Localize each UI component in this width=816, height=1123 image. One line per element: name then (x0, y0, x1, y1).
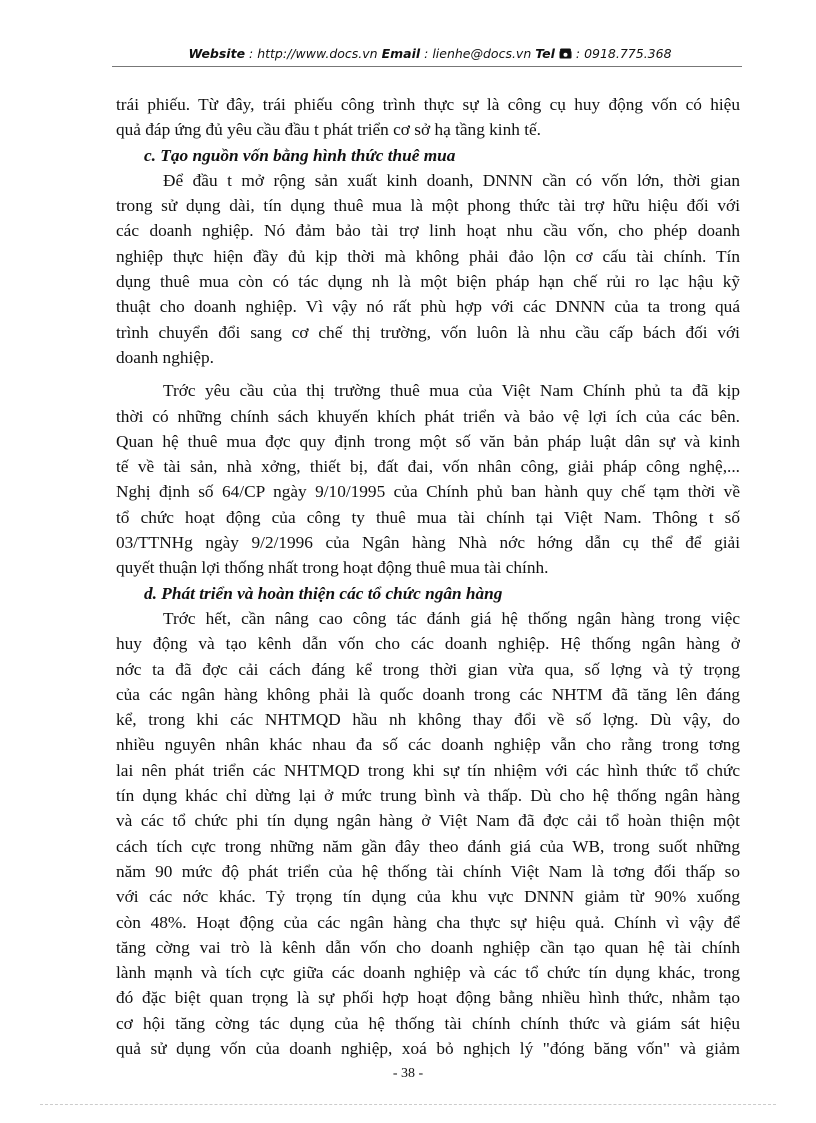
paragraph-3 (116, 378, 740, 580)
email-label: Email (381, 46, 421, 61)
text-line: tín dụng khác chỉ dừng lại ở mức trung bình và thấp. Dù cho hệ thống ngân hàng (116, 786, 740, 806)
text-line: nghiệp thực hiện đầy đủ kịp thời mà không phải đảo lộn cơ cấu tài chính. Tín (116, 246, 740, 266)
main-text (116, 92, 740, 1061)
text-line: đó đặc biệt quan trọng là sự phối hợp hoạt động bằng nhiều hình thức, nhằm tạo (116, 988, 740, 1008)
text-line: với các nớc khác. Tỷ trọng tín dụng của khu vực DNNN giảm từ 90% xuống (116, 887, 740, 907)
text-line: nhiều nguyên nhân khác nhau đa số các doanh nghiệp vẫn cho rằng trong tơng (116, 735, 740, 755)
text-line: lai nên phát triển các NHTMQD trong khi sự tín nhiệm với các hình thức tổ chức (116, 760, 740, 780)
text-line: doanh nghiệp. (116, 347, 214, 367)
text-line: Quan hệ thuê mua đợc quy định trong một số văn bản pháp luật dân sự và kinh (116, 431, 740, 451)
phone-icon (559, 47, 572, 62)
text-line: Để đầu t mở rộng sản xuất kinh doanh, DNNN cần có vốn lớn, thời gian (163, 170, 740, 190)
text-line: năm 90 mức độ phát triển của hệ thống tài chính Việt Nam là tơng đối thấp so (116, 861, 740, 881)
text-line: trong sử dụng dài, tín dụng thuê mua là một phong thức tài trợ hữu hiệu đối với (116, 196, 740, 216)
text-line: nớc ta đã đợc cải cách đáng kể trong thời gian vừa qua, số lợng và tỷ trọng (116, 659, 740, 679)
text-line: thời có những chính sách khuyến khích phát triển và bảo vệ lợi ích của các bên. (116, 406, 740, 426)
text-line: tế về tài sản, nhà xởng, thiết bị, đất đai, vốn nhân công, giải pháp công nghệ,... (116, 457, 740, 477)
text-line: Trớc yêu cầu của thị trường thuê mua của Việt Nam Chính phủ ta đã kịp (163, 381, 740, 401)
paragraph-4 (116, 606, 740, 1061)
paragraph-1 (116, 92, 740, 143)
text-line: 03/TTNHg ngày 9/2/1996 của Ngân hàng Nhà nớc hớng dẫn cụ thể để giải (116, 533, 740, 553)
text-line: quyết thuận lợi thống nhất trong hoạt động thuê mua tài chính. (116, 558, 549, 578)
section-heading-d: d. Phát triển và hoàn thiện các tổ chức ngân hàng (144, 583, 503, 603)
text-line: trái phiếu. Từ đây, trái phiếu công trình thực sự là công cụ huy động vốn có hiệu (116, 95, 740, 114)
text-line: các doanh nghiệp. Nó đảm bảo tài trợ linh hoạt nhu cầu vốn, cho phép doanh (116, 221, 740, 241)
text-line: lành mạnh và tích cực giữa các doanh nghiệp và các tổ chức tín dụng khác, trong (116, 963, 740, 983)
text-line: trình chuyển đổi sang cơ chế thị trường, vốn luôn là nhu cầu cấp bách đối với (116, 322, 740, 342)
text-line: kể, trong khi các NHTMQD hầu nh không thay đổi về số lợng. Dù vậy, do (116, 710, 740, 730)
text-line: cách tích cực trong những năm gần đây theo đánh giá của WB, trong suốt những (116, 836, 740, 856)
text-line: còn 48%. Hoạt động của các ngân hàng cha thực sự hiệu quả. Chính vì vậy để (116, 912, 740, 932)
text-line: Trớc hết, cần nâng cao công tác đánh giá hệ thống ngân hàng trong việc (163, 608, 740, 628)
tel-label: Tel (535, 46, 555, 61)
text-line: tăng cờng vai trò là kênh dẫn vốn cho doanh nghiệp cần tạo quan hệ tài chính (116, 937, 740, 957)
text-line: quả sử dụng vốn của doanh nghiệp, xoá bỏ nghịch lý "đóng băng vốn" và giảm (116, 1038, 740, 1058)
page-bottom-divider (40, 1104, 776, 1105)
text-line: và các tổ chức phi tín dụng ngân hàng ở Việt Nam đã đợc cải tổ hoàn thiện một (116, 811, 740, 831)
website-value: : http://www.docs.vn (245, 46, 382, 61)
text-line: tổ chức hoạt động của công ty thuê mua tài chính tại Việt Nam. Thông t số (116, 507, 740, 527)
email-value: : lienhe@docs.vn (420, 46, 536, 61)
page-number: - 38 - (392, 1066, 424, 1081)
text-line: của các ngân hàng không phải là quốc doanh trong các NHTM đã tăng lên đáng (116, 684, 740, 704)
paragraph-gap (116, 370, 740, 378)
text-line: Nghị định số 64/CP ngày 9/10/1995 của Chính phủ ban hành quy chế tạm thời về (116, 482, 740, 502)
text-line: thuật cho doanh nghiệp. Vì vậy nó rất phù hợp với các DNNN của ta trong quá (116, 297, 740, 317)
text-line: cơ hội tăng cờng tác dụng của hệ thống tài chính chính thức và giám sát hiệu (116, 1013, 740, 1033)
paragraph-2 (116, 168, 740, 370)
tel-value: : 0918.775.368 (571, 46, 672, 61)
text-line: dụng thuê mua còn có tác dụng nh là một biện pháp hạn chế rủi ro lạc hậu kỹ (116, 272, 740, 292)
section-heading-c: c. Tạo nguồn vốn bằng hình thức thuê mua (144, 145, 456, 165)
page-header (150, 46, 710, 62)
text-line: huy động và tạo kênh dẫn vốn cho các doanh nghiệp. Hệ thống ngân hàng ở (116, 634, 740, 654)
website-label: Website (188, 46, 246, 61)
header-divider (112, 66, 742, 67)
text-line: quả đáp ứng đủ yêu cầu đầu t phát triển cơ sở hạ tầng kinh tế. (116, 120, 541, 140)
